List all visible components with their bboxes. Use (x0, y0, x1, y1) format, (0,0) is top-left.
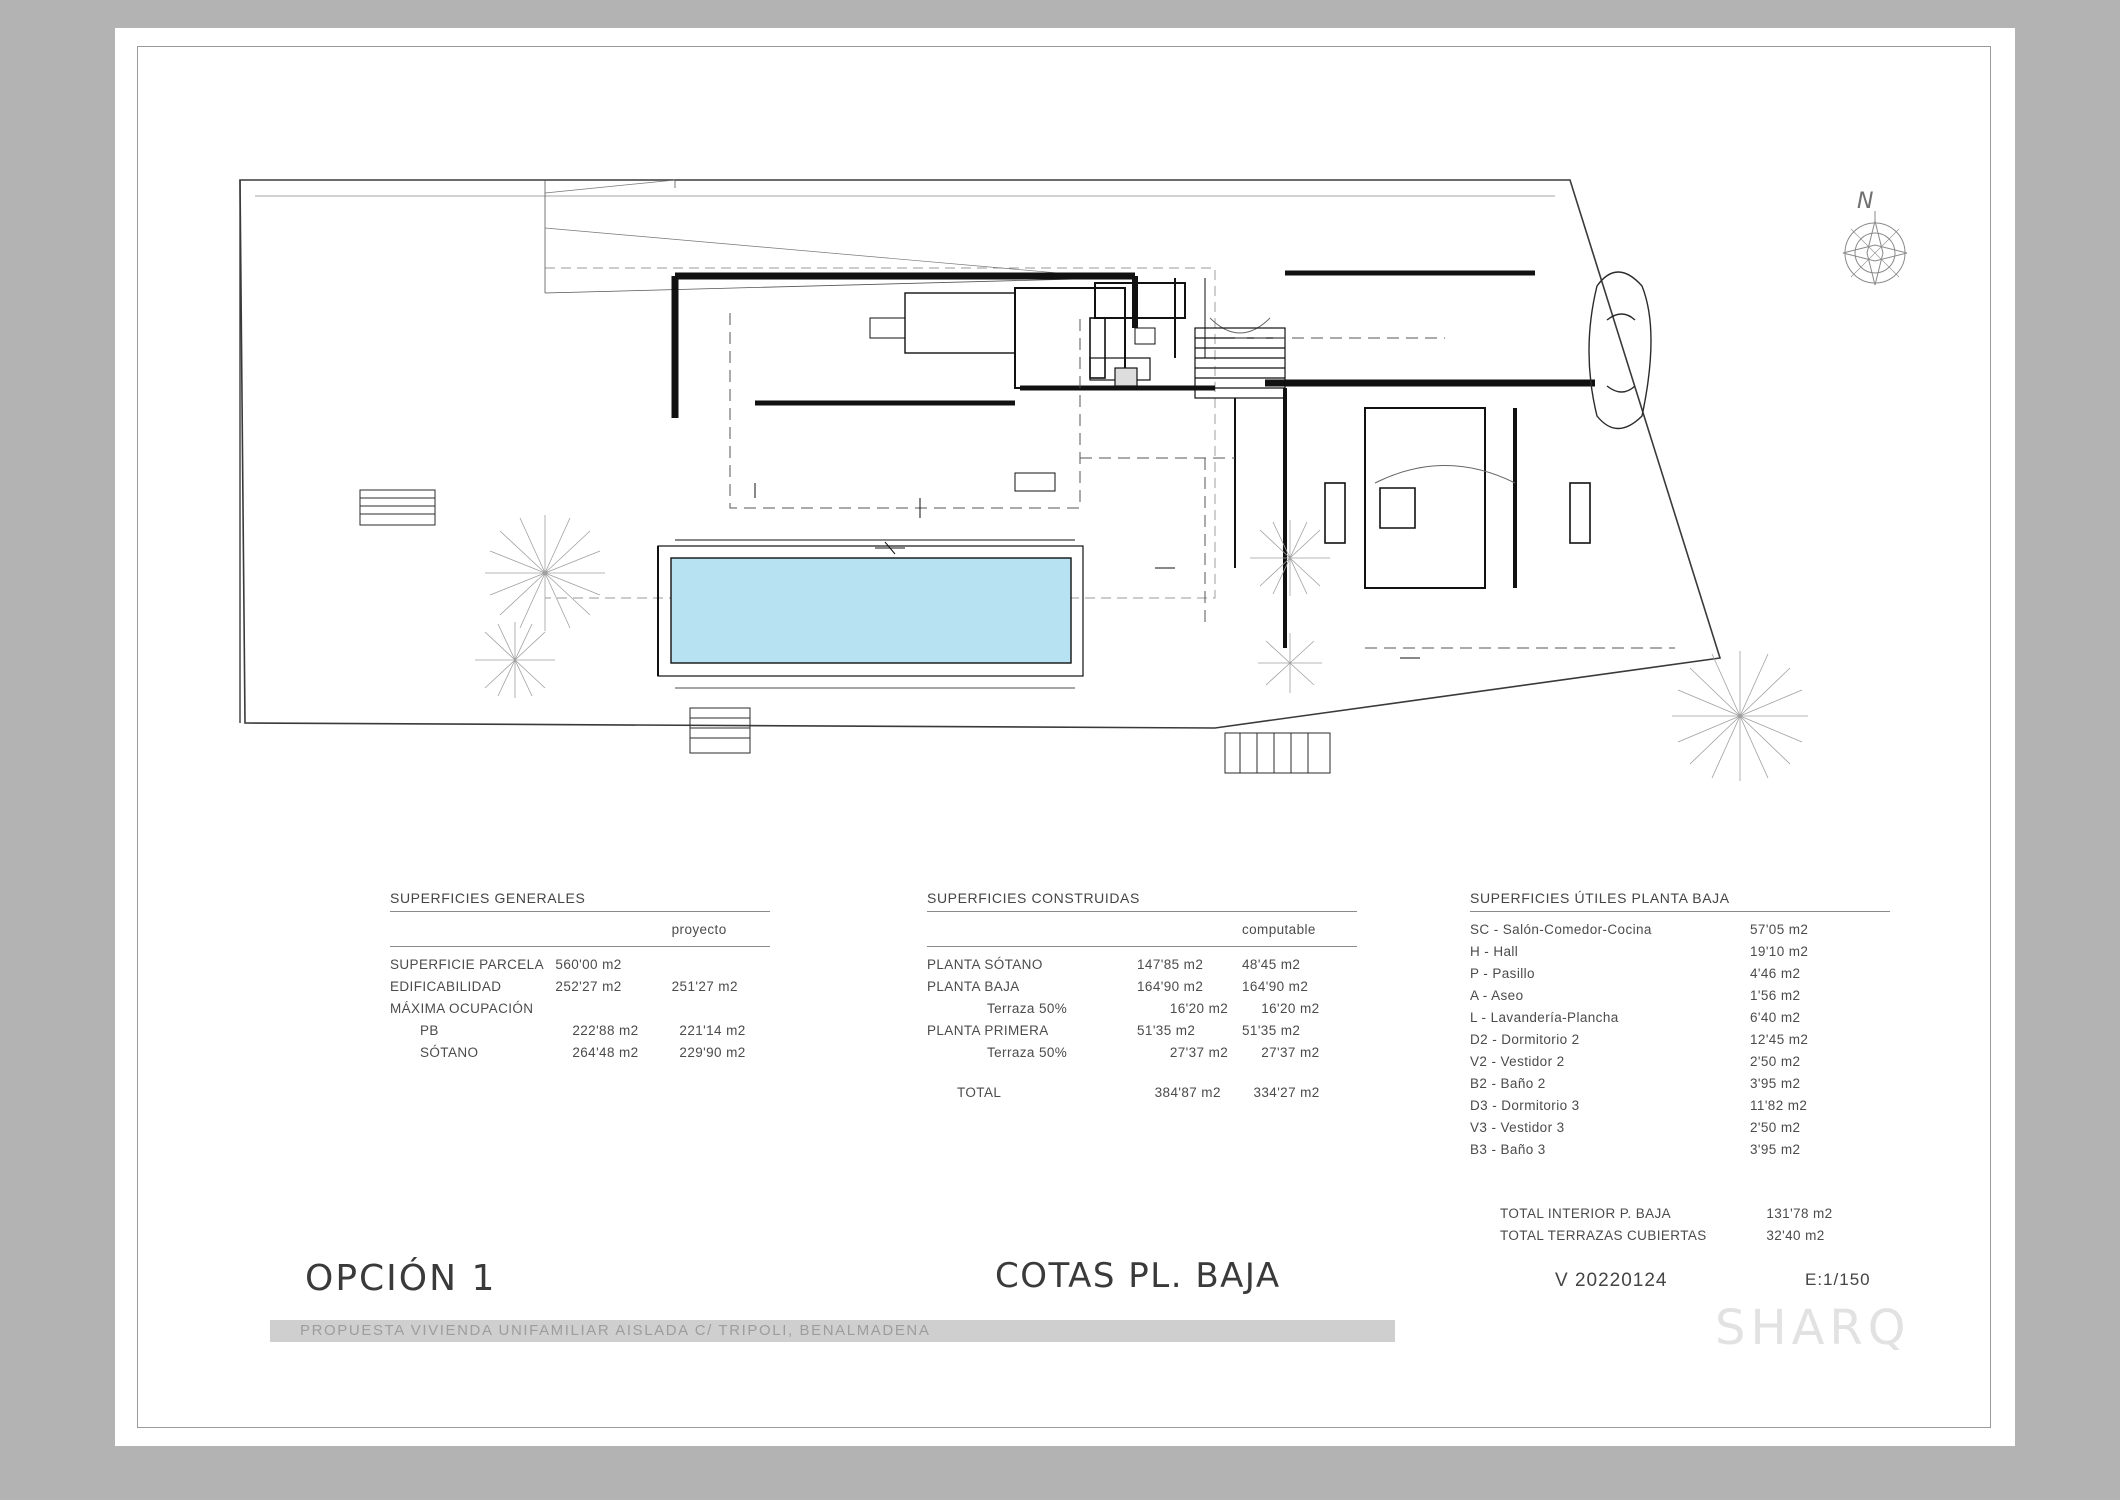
row-label: TOTAL (957, 1085, 1002, 1100)
row-value-2: 164'90 m2 (1242, 979, 1309, 994)
row-value-1: 2'50 m2 (1750, 1054, 1801, 1069)
divider (927, 911, 1357, 912)
table-row (927, 954, 1357, 976)
row-value-1: 147'85 m2 (1137, 957, 1204, 972)
table-row (1470, 963, 1890, 985)
table-row (1470, 1117, 1890, 1139)
table-row-total (1470, 1225, 1890, 1247)
row-value-1: 6'40 m2 (1750, 1010, 1801, 1025)
row-value-2: 51'35 m2 (1242, 1023, 1301, 1038)
row-label: MÁXIMA OCUPACIÓN (390, 1001, 534, 1016)
row-value-1: 164'90 m2 (1137, 979, 1204, 994)
row-label: B3 - Baño 3 (1470, 1142, 1546, 1157)
row-label: SÓTANO (420, 1045, 479, 1060)
row-value-1: 384'87 m2 (1154, 1085, 1221, 1100)
row-label: B2 - Baño 2 (1470, 1076, 1546, 1091)
table-row (1470, 985, 1890, 1007)
table-row-total (927, 1082, 1357, 1104)
row-label: V3 - Vestidor 3 (1470, 1120, 1565, 1135)
table-superficies-generales (390, 890, 770, 1064)
row-label: Terraza 50% (987, 1001, 1068, 1016)
table-col-header-row (390, 919, 770, 941)
row-label: D3 - Dormitorio 3 (1470, 1098, 1580, 1113)
row-value-1: 4'46 m2 (1750, 966, 1801, 981)
table-row (1470, 1007, 1890, 1029)
row-label: L - Lavandería-Plancha (1470, 1010, 1619, 1025)
car-symbol (1589, 272, 1651, 429)
divider (390, 911, 770, 912)
row-label: EDIFICABILIDAD (390, 979, 502, 994)
table-row (927, 976, 1357, 998)
row-label: Terraza 50% (987, 1045, 1068, 1060)
table-row (927, 1042, 1357, 1064)
row-value-1 (555, 998, 671, 1020)
divider (1470, 911, 1890, 912)
table-col-header-row (927, 919, 1357, 941)
row-value-1: 264'48 m2 (572, 1045, 639, 1060)
row-value-1: 32'40 m2 (1766, 1228, 1825, 1243)
table-row (1470, 1029, 1890, 1051)
table-row (390, 954, 770, 976)
row-value-2: 221'14 m2 (679, 1023, 746, 1038)
table-row (1470, 1073, 1890, 1095)
row-value-2: 229'90 m2 (679, 1045, 746, 1060)
brand-logo: SHARQ (1715, 1300, 1911, 1356)
north-label: N (1857, 189, 1874, 214)
row-value-1: 57'05 m2 (1750, 922, 1809, 937)
table-row-total (1470, 1203, 1890, 1225)
divider (390, 946, 770, 947)
row-value-2: 27'37 m2 (1261, 1045, 1320, 1060)
table-row (1470, 1139, 1890, 1161)
table-superficies-construidas (927, 890, 1357, 1104)
row-label: PLANTA PRIMERA (927, 1023, 1049, 1038)
col-header-computable: computable (1242, 922, 1316, 937)
col-header-proyecto: proyecto (671, 922, 727, 937)
north-arrow-icon (1843, 211, 1907, 285)
footer-note: PROPUESTA VIVIENDA UNIFAMILIAR AISLADA C/ TRIPOLI, BENALMADENA (300, 1322, 931, 1339)
row-label: D2 - Dormitorio 2 (1470, 1032, 1580, 1047)
row-value-1: 51'35 m2 (1137, 1023, 1196, 1038)
row-label: TOTAL INTERIOR P. BAJA (1500, 1206, 1672, 1221)
row-label: SUPERFICIE PARCELA (390, 957, 544, 972)
table-row (927, 1020, 1357, 1042)
table-row (390, 1042, 770, 1064)
row-value-1: 27'37 m2 (1169, 1045, 1229, 1060)
row-label: A - Aseo (1470, 988, 1524, 1003)
table-row (390, 998, 770, 1020)
table-title: SUPERFICIES GENERALES (390, 890, 586, 906)
row-label: TOTAL TERRAZAS CUBIERTAS (1500, 1228, 1707, 1243)
row-value-2: 251'27 m2 (671, 979, 738, 994)
row-label: V2 - Vestidor 2 (1470, 1054, 1565, 1069)
row-label: SC - Salón-Comedor-Cocina (1470, 922, 1652, 937)
row-label: PLANTA SÓTANO (927, 957, 1043, 972)
row-value-1: 2'50 m2 (1750, 1120, 1801, 1135)
table-row (1470, 941, 1890, 963)
option-title: OPCIÓN 1 (305, 1258, 497, 1299)
table-row (1470, 1095, 1890, 1117)
row-value-1: 11'82 m2 (1750, 1098, 1808, 1113)
scale-label: E:1/150 (1805, 1270, 1871, 1289)
version-label: V 20220124 (1555, 1270, 1668, 1291)
row-value-2: 16'20 m2 (1261, 1001, 1320, 1016)
drawing-title: COTAS PL. BAJA (995, 1256, 1281, 1296)
table-row (390, 976, 770, 998)
row-value-1: 252'27 m2 (555, 979, 622, 994)
row-value-1: 222'88 m2 (572, 1023, 639, 1038)
table-row (927, 998, 1357, 1020)
row-value-2 (672, 998, 770, 1020)
table-row (390, 1020, 770, 1042)
row-label: P - Pasillo (1470, 966, 1535, 981)
row-value-1: 16'20 m2 (1169, 1001, 1229, 1016)
row-value-2: 48'45 m2 (1242, 957, 1301, 972)
row-value-1: 3'95 m2 (1750, 1076, 1801, 1091)
table-superficies-utiles (1470, 890, 1890, 1247)
table-title: SUPERFICIES ÚTILES PLANTA BAJA (1470, 890, 1730, 906)
divider (927, 946, 1357, 947)
table-row (1470, 1051, 1890, 1073)
row-value-1: 3'95 m2 (1750, 1142, 1801, 1157)
row-label: PB (420, 1023, 439, 1038)
row-value-1: 131'78 m2 (1766, 1206, 1833, 1221)
row-value-2 (672, 954, 770, 976)
row-value-2: 334'27 m2 (1253, 1085, 1320, 1100)
drawing-sheet (115, 28, 2015, 1446)
row-value-1: 12'45 m2 (1750, 1032, 1809, 1047)
table-title: SUPERFICIES CONSTRUIDAS (927, 890, 1140, 906)
table-row (1470, 919, 1890, 941)
row-value-1: 19'10 m2 (1750, 944, 1809, 959)
row-label: PLANTA BAJA (927, 979, 1020, 994)
row-value-1: 1'56 m2 (1750, 988, 1801, 1003)
row-value-1: 560'00 m2 (555, 957, 622, 972)
floor-plan-drawing (115, 28, 2015, 928)
row-label: H - Hall (1470, 944, 1519, 959)
